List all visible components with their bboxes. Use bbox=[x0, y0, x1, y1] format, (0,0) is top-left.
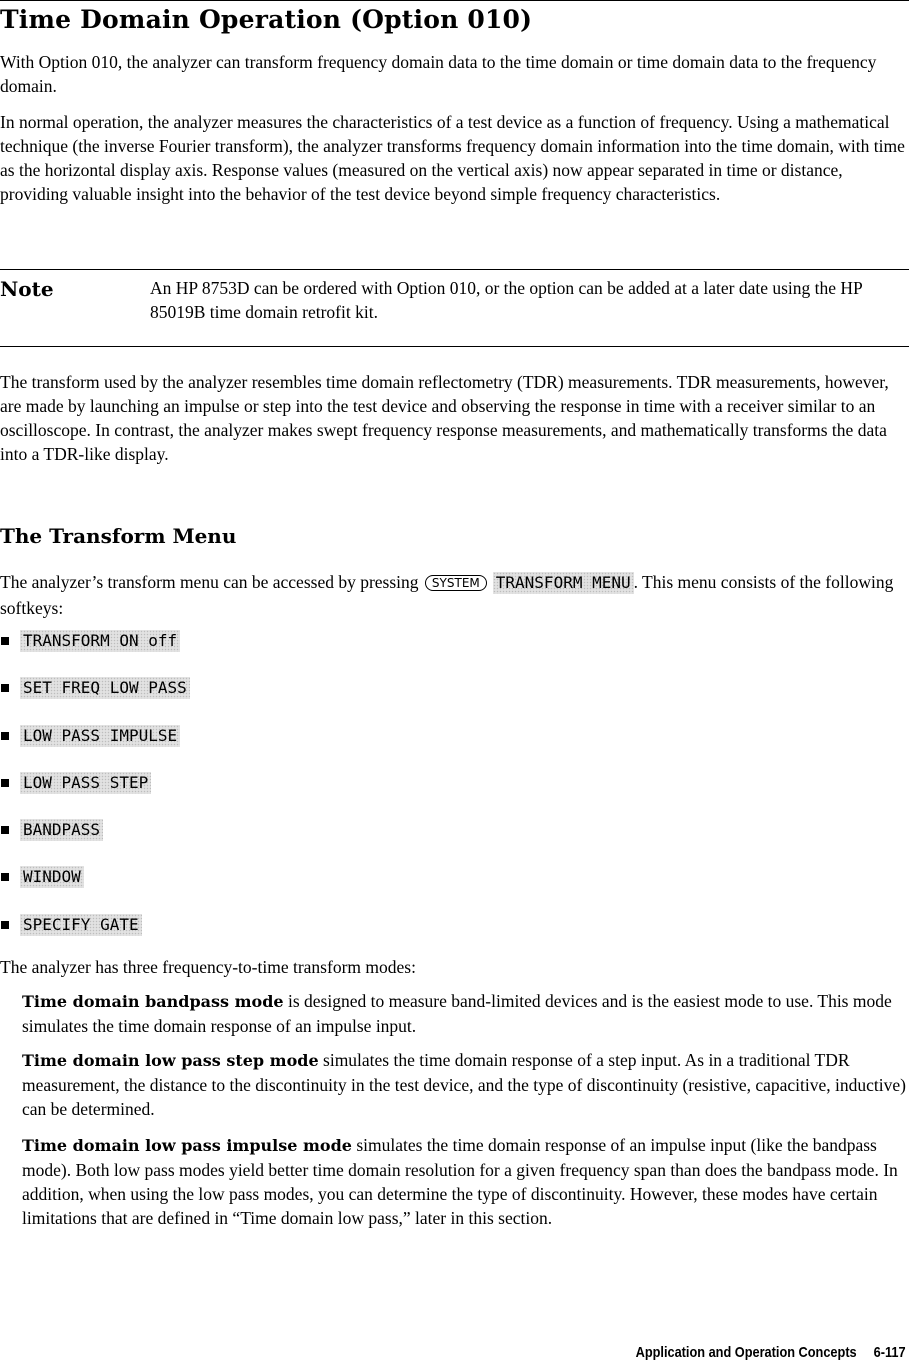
modes-intro: The analyzer has three frequency-to-time transform modes: bbox=[0, 957, 416, 977]
note-text: An HP 8753D can be ordered with Option 010, or the option can be added at a later date using the HP 85019B time domain retrofit kit. bbox=[150, 278, 863, 322]
list-item bbox=[0, 866, 190, 913]
menu-access-text-end: . This menu consists of the following softkeys: bbox=[0, 572, 894, 618]
bullet-icon bbox=[1, 921, 9, 929]
bullet-icon bbox=[1, 826, 9, 834]
bullet-icon bbox=[1, 732, 9, 740]
list-item bbox=[0, 677, 190, 724]
bullet-icon bbox=[1, 873, 9, 881]
tdr-paragraph: The transform used by the analyzer resembles time domain reflectometry (TDR) measurements. TDR measurements, however, are made by launching an impulse or step into the test device and observing the response in time with a receiver similar to an oscilloscope. In contrast, the analyzer makes swept frequency response measurements, and mathematically transforms the data into a TDR-like display. bbox=[0, 372, 889, 464]
section-heading: The Transform Menu bbox=[0, 524, 237, 548]
note-label: Note bbox=[0, 277, 54, 301]
menu-access-paragraph bbox=[0, 569, 905, 621]
softkey-transform-on-off[interactable]: TRANSFORM ON off bbox=[20, 630, 180, 652]
bullet-icon bbox=[1, 684, 9, 692]
list-item bbox=[0, 819, 190, 866]
mode-bandpass bbox=[22, 989, 906, 1038]
mode-name: Time domain low pass impulse mode bbox=[22, 1136, 352, 1155]
footer-section: Application and Operation Concepts bbox=[636, 1344, 858, 1361]
softkey-set-freq-low-pass[interactable]: SET FREQ LOW PASS bbox=[20, 677, 190, 699]
note-bottom-rule bbox=[0, 346, 909, 347]
mode-description: simulates the time domain response of a step input. As in a traditional TDR measurement, the distance to the discontinuity in the test device, and the type of discontinuity (resistive, capacitive, inductive) can be determined. bbox=[22, 1050, 906, 1119]
mode-name: Time domain low pass step mode bbox=[22, 1051, 319, 1070]
page-footer bbox=[636, 1344, 906, 1361]
softkey-specify-gate[interactable]: SPECIFY GATE bbox=[20, 914, 142, 936]
softkey-window[interactable]: WINDOW bbox=[20, 866, 84, 888]
softkey-list bbox=[0, 630, 190, 961]
system-hardkey[interactable]: SYSTEM bbox=[425, 575, 487, 591]
normal-operation-paragraph: In normal operation, the analyzer measures the characteristics of a test device as a function of frequency. Using a mathematical technique (the inverse Fourier transform), the analyzer transforms frequency domain information into the time domain, with time as the horizontal display axis. Response values (measured on the vertical axis) now appear separated in time or distance, providing valuable insight into the behavior of the test device beyond simple frequency characteristics. bbox=[0, 112, 905, 204]
menu-access-text: The analyzer’s transform menu can be accessed by pressing bbox=[0, 572, 419, 592]
mode-low-pass-impulse bbox=[22, 1133, 906, 1230]
softkey-low-pass-impulse[interactable]: LOW PASS IMPULSE bbox=[20, 725, 180, 747]
list-item bbox=[0, 725, 190, 772]
page-title: Time Domain Operation (Option 010) bbox=[0, 5, 533, 34]
softkey-bandpass[interactable]: BANDPASS bbox=[20, 819, 103, 841]
top-rule bbox=[0, 0, 909, 1]
footer-page-number: 6-117 bbox=[874, 1344, 906, 1361]
bullet-icon bbox=[1, 637, 9, 645]
mode-name: Time domain bandpass mode bbox=[22, 992, 284, 1011]
mode-description: simulates the time domain response of an impulse input (like the bandpass mode). Both low pass modes yield better time domain resolution for a given frequency span than does the bandpass mode. In addition, when using the low pass modes, you can determine the type of discontinuity. However, these modes have certain limitations that are defined in “Time domain low pass,” later in this section. bbox=[22, 1135, 898, 1228]
list-item bbox=[0, 772, 190, 819]
softkey-low-pass-step[interactable]: LOW PASS STEP bbox=[20, 772, 151, 794]
bullet-icon bbox=[1, 779, 9, 787]
mode-description: is designed to measure band-limited devices and is the easiest mode to use. This mode simulates the time domain response of an impulse input. bbox=[22, 991, 892, 1036]
list-item bbox=[0, 914, 190, 961]
intro-paragraph: With Option 010, the analyzer can transform frequency domain data to the time domain or time domain data to the frequency domain. bbox=[0, 52, 877, 96]
list-item bbox=[0, 630, 190, 677]
mode-low-pass-step bbox=[22, 1048, 906, 1121]
note-top-rule bbox=[0, 269, 909, 270]
transform-menu-softkey[interactable]: TRANSFORM MENU bbox=[493, 572, 634, 594]
